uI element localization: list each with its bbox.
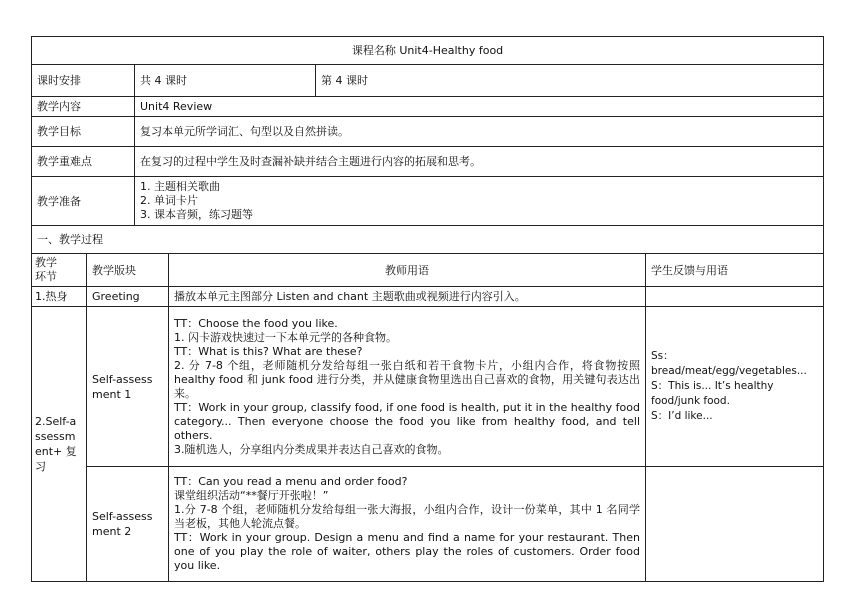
warmup-student	[646, 287, 824, 307]
sa1-teacher: TT：Choose the food you like. 1. 闪卡游戏快速过一下本单元学的各种食物。 TT：What is this? What are these? 2. 分 7-8 个组，老师随机分发给每组一张白纸和若干食物卡片，小组内合作，将食物按照 healthy food 和 junk food 进行分类，并从健康食物里选出自己喜欢的食物，用关键句表达出来。 TT：Work in your group, classify food, if one food is health, put it in the healthy food category... Then everyone choose the food you like from healthy food, and tell others. 3.随机选人，分享组内分类成果并表达自己喜欢的食物。	[169, 307, 646, 467]
preparation-item: 2. 单词卡片	[140, 194, 198, 207]
review-stage: 2.Self-a ssessm ent+ 复 习	[32, 307, 87, 582]
process-header-row	[32, 254, 824, 287]
sa2-student	[646, 467, 824, 582]
keypoints-row	[32, 147, 824, 177]
sa1-module: Self-assess ment 1	[87, 307, 169, 467]
warmup-teacher: 播放本单元主图部分 Listen and chant 主题歌曲或视频进行内容引入。	[169, 287, 646, 307]
content-row	[32, 97, 824, 117]
schedule-total: 共 4 课时	[135, 65, 316, 97]
preparation-row	[32, 177, 824, 226]
course-title-row	[32, 37, 824, 65]
warmup-module: Greeting	[87, 287, 169, 307]
sa1-student: Ss：bread/meat/egg/vegetables... S：This is... It’s healthy food/junk food. S：I’d like...	[646, 307, 824, 467]
content-value: Unit4 Review	[135, 97, 824, 117]
warmup-row	[32, 287, 824, 307]
lesson-plan-table	[31, 36, 824, 582]
schedule-current: 第 4 课时	[316, 65, 824, 97]
preparation-item: 3. 课本音频，练习题等	[140, 208, 253, 221]
review-row-2	[32, 467, 824, 582]
goals-row	[32, 117, 824, 147]
keypoints-label: 教学重难点	[32, 147, 135, 177]
preparation-item: 1. 主题相关歌曲	[140, 180, 220, 193]
sa2-module: Self-assess ment 2	[87, 467, 169, 582]
header-module: 教学版块	[87, 254, 169, 287]
process-section-title: 一、教学过程	[32, 226, 824, 254]
keypoints-value: 在复习的过程中学生及时查漏补缺并结合主题进行内容的拓展和思考。	[135, 147, 824, 177]
preparation-label: 教学准备	[32, 177, 135, 226]
preparation-list	[135, 177, 824, 226]
header-teacher: 教师用语	[169, 254, 646, 287]
content-label: 教学内容	[32, 97, 135, 117]
review-row-1	[32, 307, 824, 467]
warmup-stage: 1.热身	[32, 287, 87, 307]
process-section-row	[32, 226, 824, 254]
header-stage: 教学 环节	[32, 254, 87, 287]
header-student: 学生反馈与用语	[646, 254, 824, 287]
goals-label: 教学目标	[32, 117, 135, 147]
schedule-label: 课时安排	[32, 65, 135, 97]
sa2-teacher: TT：Can you read a menu and order food? 课堂组织活动“**餐厅开张啦！” 1.分 7-8 个组，老师随机分发给每组一张大海报，小组内合作，设计一份菜单，其中 1 名同学当老板，其他人轮流点餐。 TT：Work in your group. Design a menu and find a name for your restaurant. Then one of you play the role of waiter, others play the roles of customers. Order food you like.	[169, 467, 646, 582]
goals-value: 复习本单元所学词汇、句型以及自然拼读。	[135, 117, 824, 147]
course-title: 课程名称 Unit4-Healthy food	[32, 37, 824, 65]
schedule-row	[32, 65, 824, 97]
